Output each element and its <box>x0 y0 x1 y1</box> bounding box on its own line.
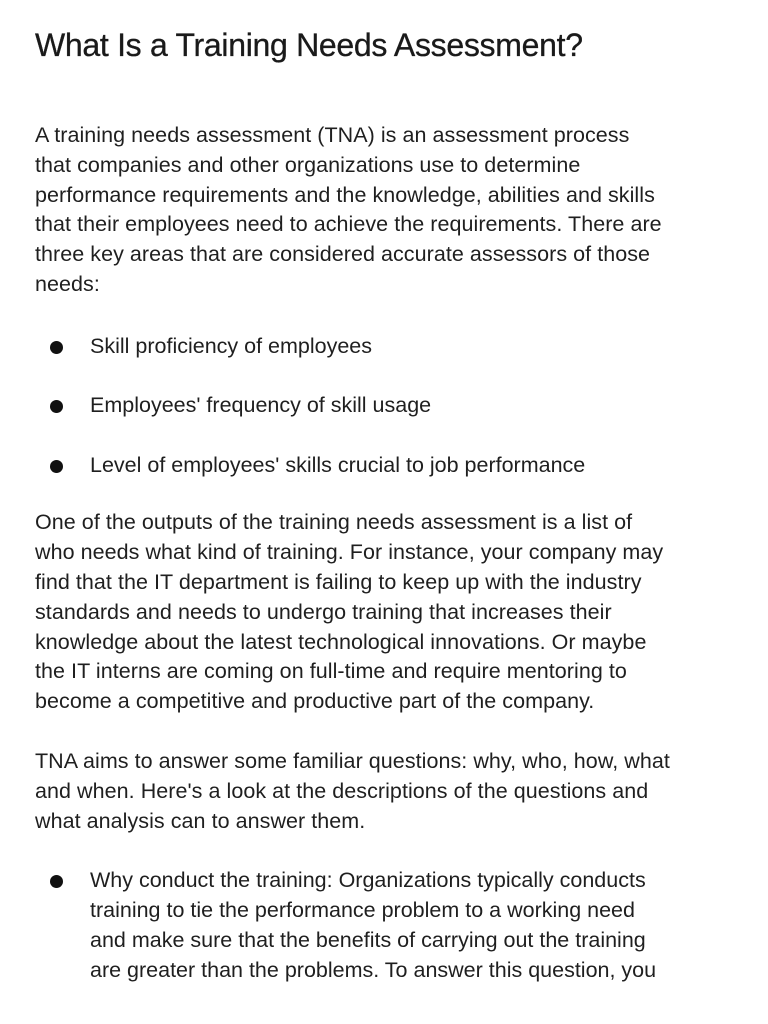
list-item <box>35 451 735 481</box>
paragraph-line: become a competitive and productive part of the company. <box>35 689 595 714</box>
paragraph-line: TNA aims to answer some familiar questions: why, who, how, what <box>35 748 670 773</box>
article <box>35 0 735 986</box>
key-areas-list <box>35 332 735 481</box>
paragraph-line: knowledge about the latest technological innovations. Or maybe <box>35 629 647 654</box>
list-item <box>35 391 735 421</box>
paragraph-line: three key areas that are considered accurate assessors of those <box>35 242 651 267</box>
list-item-text: Employees' frequency of skill usage <box>90 393 432 418</box>
list-item <box>35 332 735 362</box>
paragraph-line: find that the IT department is failing to keep up with the industry <box>35 569 642 594</box>
page-title: What Is a Training Needs Assessment? <box>35 27 583 63</box>
paragraph-line: A training needs assessment (TNA) is an assessment process <box>35 123 630 147</box>
intro-paragraph <box>35 121 735 300</box>
list-item-line: are greater than the problems. To answer this question, you <box>90 957 657 982</box>
paragraph-line: the IT interns are coming on full-time and require mentoring to <box>35 659 627 684</box>
paragraph-line: that companies and other organizations use to determine <box>35 152 581 177</box>
bullet-icon <box>50 875 63 888</box>
paragraph-line: that their employees need to achieve the requirements. There are <box>35 212 662 237</box>
bullet-icon <box>50 341 63 354</box>
paragraph-line: One of the outputs of the training needs assessment is a list of <box>35 510 633 535</box>
list-item-line: training to tie the performance problem to a working need <box>90 898 635 923</box>
bullet-icon <box>50 460 63 473</box>
bullet-icon <box>50 400 63 413</box>
list-item <box>35 866 735 985</box>
paragraph-line: needs: <box>35 271 100 296</box>
list-item-line: Why conduct the training: Organizations typically conducts <box>90 868 646 893</box>
paragraph-line: standards and needs to undergo training that increases their <box>35 599 612 624</box>
list-item-text: Level of employees' skills crucial to job performance <box>90 452 586 477</box>
list-item-text: Skill proficiency of employees <box>90 333 373 358</box>
list-item-line: and make sure that the benefits of carrying out the training <box>90 927 646 952</box>
paragraph-line: performance requirements and the knowledge, abilities and skills <box>35 182 655 207</box>
outputs-paragraph <box>35 508 735 717</box>
questions-paragraph <box>35 747 735 836</box>
paragraph-line: who needs what kind of training. For instance, your company may <box>35 540 664 565</box>
paragraph-line: what analysis can to answer them. <box>35 808 366 833</box>
questions-list <box>35 866 735 985</box>
paragraph-line: and when. Here's a look at the descriptions of the questions and <box>35 778 649 803</box>
